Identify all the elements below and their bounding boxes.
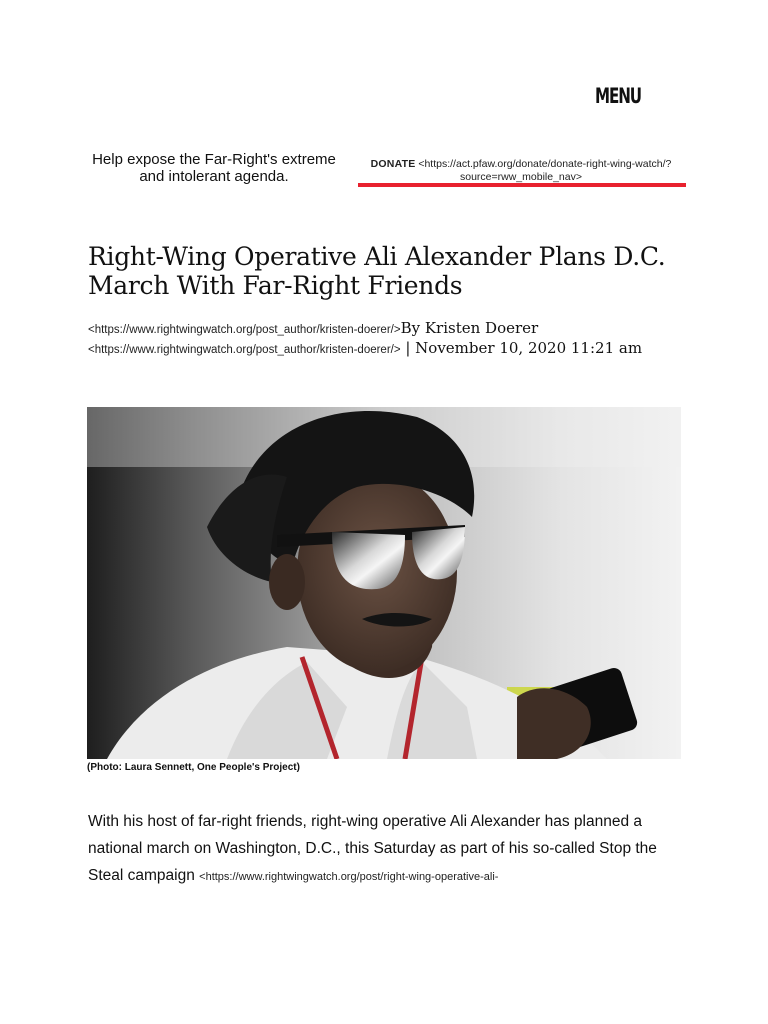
body-link[interactable]: <https://www.rightwingwatch.org/post/right-wing-operative-ali- <box>199 871 499 883</box>
photo-caption: (Photo: Laura Sennett, One People's Project) <box>87 762 300 773</box>
donate-link[interactable] <box>362 158 680 186</box>
article-photo <box>87 407 681 759</box>
menu-button[interactable]: MENU <box>595 84 641 108</box>
article-body <box>88 808 684 891</box>
author-name[interactable]: By Kristen Doerer <box>400 319 539 337</box>
article-title: Right-Wing Operative Ali Alexander Plans D.C. March With Far-Right Friends <box>88 242 666 300</box>
byline <box>88 319 688 359</box>
author-link-url[interactable]: <https://www.rightwingwatch.org/post_author/kristen-doerer/> <box>88 324 401 336</box>
publish-date: | November 10, 2020 11:21 am <box>400 339 643 357</box>
donate-url[interactable]: <https://act.pfaw.org/donate/donate-right-wing-watch/?source=rww_mobile_nav> <box>418 158 672 183</box>
donate-underline <box>358 183 686 187</box>
author-link-url-2[interactable]: <https://www.rightwingwatch.org/post_author/kristen-doerer/> <box>88 344 401 356</box>
donate-label[interactable]: DONATE <box>370 158 416 170</box>
promo-tagline: Help expose the Far-Right's extreme and intolerant agenda. <box>92 151 336 185</box>
body-paragraph: With his host of far-right friends, right-wing operative Ali Alexander has planned a national march on Washington, D.C., this Saturday as part of his so-called Stop the Steal campaign <box>88 813 657 884</box>
